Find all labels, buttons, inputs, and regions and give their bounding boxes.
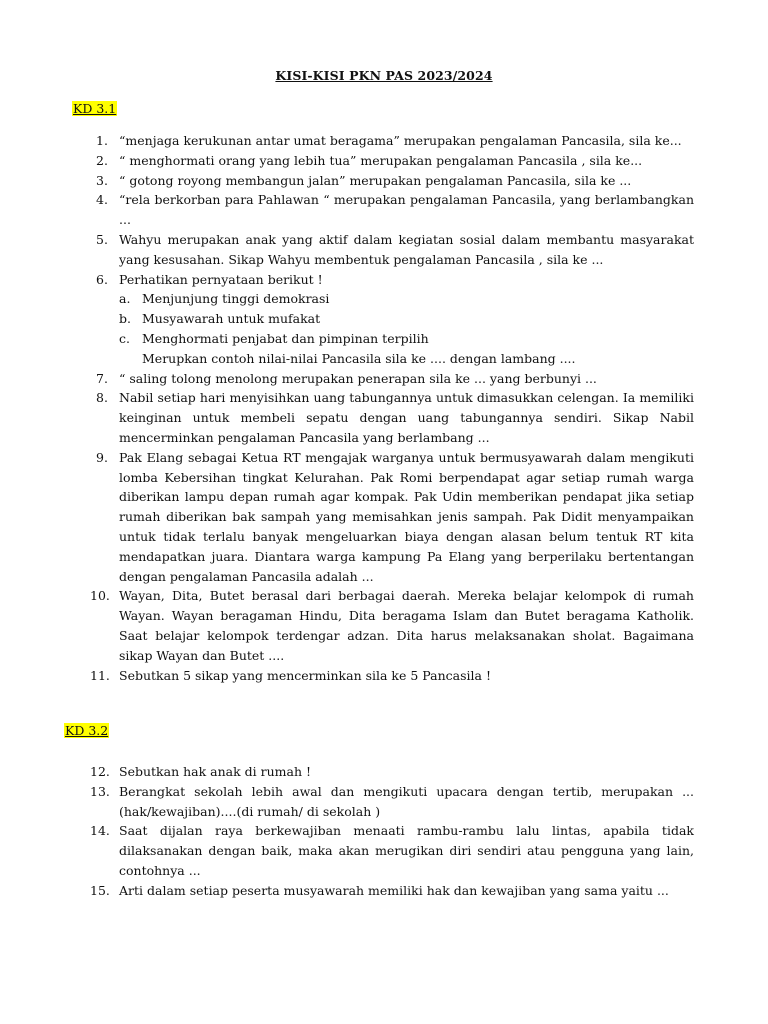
question-text: Perhatikan pernyataan berikut ! bbox=[119, 271, 323, 287]
question-list-kd-3-2 bbox=[72, 762, 694, 901]
question-item bbox=[72, 762, 694, 782]
section-heading-text: KD 3.1 bbox=[73, 101, 117, 116]
section-heading-text: KD 3.2 bbox=[65, 723, 109, 738]
question-number: 8. bbox=[96, 390, 108, 406]
question-text: “rela berkorban para Pahlawan “ merupakan pengalaman Pancasila, yang berlambangkan ... bbox=[119, 192, 694, 228]
question-number: 3. bbox=[96, 172, 108, 188]
question-item bbox=[72, 151, 694, 171]
question-item bbox=[72, 131, 694, 151]
question-number: 15. bbox=[90, 882, 110, 898]
question-text: “ saling tolong menolong merupakan penerapan sila ke ... yang berbunyi ... bbox=[119, 370, 597, 386]
question-item bbox=[72, 388, 694, 447]
question-number: 6. bbox=[96, 271, 108, 287]
question-item bbox=[72, 881, 694, 901]
question-number: 7. bbox=[96, 370, 108, 386]
statement-text: Menghormati penjabat dan pimpinan terpilih bbox=[142, 330, 429, 346]
question-text: Saat dijalan raya berkewajiban menaati rambu-rambu lalu lintas, apabila tidak dilaksanakan dengan baik, maka akan merugikan diri sendiri atau pengguna yang lain, contohnya ... bbox=[119, 823, 694, 878]
question-number: 9. bbox=[96, 449, 108, 465]
statement-item bbox=[119, 309, 694, 329]
question-number: 1. bbox=[96, 133, 108, 148]
question-number: 13. bbox=[90, 783, 110, 799]
question-text: Wahyu merupakan anak yang aktif dalam kegiatan sosial dalam membantu masyarakat yang kesusahan. Sikap Wahyu membentuk pengalaman Pancasila , sila ke ... bbox=[119, 231, 694, 267]
question-number: 2. bbox=[96, 152, 108, 168]
question-item bbox=[72, 666, 694, 686]
question-item bbox=[72, 190, 694, 230]
statement-list bbox=[119, 289, 694, 348]
question-item bbox=[72, 369, 694, 389]
question-item bbox=[72, 586, 694, 665]
question-number: 11. bbox=[90, 667, 110, 683]
statement-letter: b. bbox=[119, 311, 131, 327]
question-number: 14. bbox=[90, 823, 110, 839]
question-item bbox=[72, 230, 694, 270]
statement-letter: c. bbox=[119, 330, 130, 346]
question-item bbox=[72, 821, 694, 880]
question-number: 4. bbox=[96, 192, 108, 208]
statement-letter: a. bbox=[119, 291, 131, 307]
question-number: 12. bbox=[90, 764, 110, 779]
question-item bbox=[72, 782, 694, 822]
section-heading-kd-3-2 bbox=[64, 722, 109, 740]
statement-item bbox=[119, 289, 694, 309]
question-text: Sebutkan 5 sikap yang mencerminkan sila ke 5 Pancasila ! bbox=[119, 667, 491, 683]
question-text: Pak Elang sebagai Ketua RT mengajak warganya untuk bermusyawarah dalam mengikuti lomba Kebersihan tingkat Kelurahan. Pak Romi berpendapat agar setiap rumah warga diberikan lampu depan rumah agar kompak. Pak Udin memberikan pendapat jika setiap rumah diberikan bak sampah yang memisahkan jenis sampah. Pak Didit menyampaikan untuk tidak terlalu banyak mengeluarkan biaya dengan alasan belum tentuk RT kita mendapatkan juara. Diantara warga kampung Pa Elang yang berperilaku bertentangan dengan pengalaman Pancasila adalah ... bbox=[119, 449, 694, 584]
question-text: Sebutkan hak anak di rumah ! bbox=[119, 764, 311, 779]
section-heading-kd-3-1 bbox=[72, 100, 117, 118]
question-item bbox=[72, 448, 694, 587]
question-text: Arti dalam setiap peserta musyawarah memiliki hak dan kewajiban yang sama yaitu ... bbox=[119, 882, 669, 898]
statement-text: Menjunjung tinggi demokrasi bbox=[142, 291, 330, 307]
question-list-kd-3-1 bbox=[72, 131, 694, 685]
question-text: Berangkat sekolah lebih awal dan mengikuti upacara dengan tertib, merupakan ...(hak/kewajiban)....(di rumah/ di sekolah ) bbox=[119, 783, 694, 819]
question-note: Merupkan contoh nilai-nilai Pancasila sila ke .... dengan lambang .... bbox=[142, 350, 576, 366]
question-text: “menjaga kerukunan antar umat beragama” merupakan pengalaman Pancasila, sila ke... bbox=[119, 133, 682, 148]
question-item bbox=[72, 171, 694, 191]
statement-item bbox=[119, 329, 694, 349]
question-item bbox=[72, 270, 694, 369]
document-title bbox=[0, 68, 768, 83]
question-number: 10. bbox=[90, 588, 110, 604]
question-text: “ menghormati orang yang lebih tua” merupakan pengalaman Pancasila , sila ke... bbox=[119, 152, 643, 168]
question-text: Nabil setiap hari menyisihkan uang tabungannya untuk dimasukkan celengan. Ia memiliki keinginan untuk membeli sepatu dengan uang tabungannya sendiri. Sikap Nabil mencerminkan pengalaman Pancasila yang berlambang ... bbox=[119, 390, 694, 445]
statement-text: Musyawarah untuk mufakat bbox=[142, 311, 321, 327]
document-title-text: KISI-KISI PKN PAS 2023/2024 bbox=[275, 68, 493, 83]
question-text: Wayan, Dita, Butet berasal dari berbagai daerah. Mereka belajar kelompok di rumah Wayan. Wayan beragaman Hindu, Dita beragama Islam dan Butet beragama Katholik. Saat belajar kelompok terdengar adzan. Dita harus melaksanakan sholat. Bagaimana sikap Wayan dan Butet .... bbox=[119, 588, 694, 663]
question-text: “ gotong royong membangun jalan” merupakan pengalaman Pancasila, sila ke ... bbox=[119, 172, 632, 188]
question-number: 5. bbox=[96, 231, 108, 247]
